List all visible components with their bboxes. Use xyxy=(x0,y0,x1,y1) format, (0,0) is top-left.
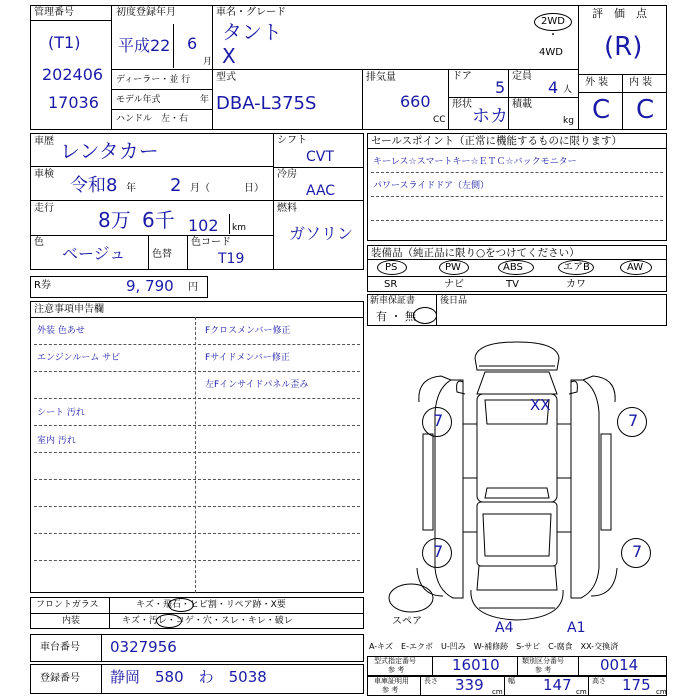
damage-a1: A1 xyxy=(567,620,586,636)
drive-dot: ・ xyxy=(548,30,558,41)
equip-aw: AW xyxy=(627,262,644,273)
cc-unit: CC xyxy=(433,115,446,125)
reg-no: 静岡 580 わ 5038 xyxy=(110,668,267,686)
damage-roof: XX xyxy=(530,396,551,414)
model-type-label: 型式 xyxy=(216,72,236,83)
note-left-1: 外装 色あせ xyxy=(37,326,85,336)
width-label: 幅 xyxy=(508,677,515,685)
note-right-3: 左Fインサイドパネル歪み xyxy=(205,380,309,390)
inspection-label: 車検 xyxy=(34,169,54,180)
warranty-value: 有 ・ 無 xyxy=(376,310,416,323)
dim-ref-label: 参 考 xyxy=(382,686,399,694)
class-ref-label: 参 考 xyxy=(535,666,552,674)
interior-grade: C xyxy=(636,95,655,125)
mileage-man: 8万 xyxy=(98,208,131,232)
inspection-month-suffix: 月（ xyxy=(190,183,210,194)
mgmt-label: 管理番号 xyxy=(34,7,74,18)
front-glass-value: キズ・飛石・ヒビ割・リペア跡・X要 xyxy=(136,600,286,610)
handle-label: ハンドル 左・右 xyxy=(116,114,189,124)
class-no: 0014 xyxy=(600,656,639,674)
exterior-label: 外 装 xyxy=(585,77,609,88)
height-value: 175 xyxy=(622,676,651,694)
history-label: 車歴 xyxy=(34,136,54,147)
note-left-4: シート 汚れ xyxy=(37,408,85,418)
recycle-section xyxy=(30,276,208,298)
drive-2wd: 2WD xyxy=(541,16,565,27)
capacity: 4 xyxy=(548,78,559,97)
inspection-day-suffix: 日） xyxy=(244,183,264,194)
equip-tv: TV xyxy=(506,279,519,290)
dealer-label: ディーラー・並 行 xyxy=(116,75,191,85)
later-label: 後日品 xyxy=(440,296,468,306)
spare-label: スペア xyxy=(392,616,422,627)
note-left-2: エンジンルーム サビ xyxy=(37,353,121,363)
equip-sr: SR xyxy=(384,279,398,290)
damage-fl: 7 xyxy=(433,411,444,430)
equipment-label: 装備品（純正品に限り○をつけてください） xyxy=(371,247,580,259)
first-reg-month-suffix: 月 xyxy=(203,57,213,67)
history-value: レンタカー xyxy=(60,139,159,163)
load-label: 積載 xyxy=(512,99,532,110)
model-year-label: モデル年式 xyxy=(116,95,161,105)
inspection-era: 令和8 xyxy=(70,175,118,196)
sales-point-line2: パワースライドドア（左側） xyxy=(373,181,490,191)
car-grade: X xyxy=(222,44,236,68)
chassis-no: 0327956 xyxy=(110,638,177,656)
mgmt-code: (T1) xyxy=(48,33,81,52)
equip-leather: カワ xyxy=(566,279,586,290)
reg-label: 登録番号 xyxy=(40,673,80,684)
note-right-2: Fサイドメンバー修正 xyxy=(205,353,290,363)
warranty-label: 新車保証書 xyxy=(370,296,416,306)
damage-a4: A4 xyxy=(495,620,514,636)
recycle-label: R券 xyxy=(34,280,51,291)
capacity-label: 定員 xyxy=(512,71,532,82)
recycle-amount: 9, 790 xyxy=(126,277,174,295)
first-reg-label: 初度登録年月 xyxy=(116,7,176,18)
height-unit: cm xyxy=(656,688,667,696)
rating-value: (R) xyxy=(604,32,643,62)
car-name: タント xyxy=(222,20,282,44)
color-code-label: 色コード xyxy=(191,237,231,248)
chassis-label: 車台番号 xyxy=(40,642,80,653)
class-label: 類別区分番号 xyxy=(522,657,564,665)
shift-label: シフト xyxy=(277,135,307,146)
equip-airbag: エアB xyxy=(563,262,590,273)
interior-stain-circle xyxy=(156,614,182,628)
drive-4wd: 4WD xyxy=(539,47,563,58)
mileage-km: km xyxy=(232,223,246,233)
mgmt-no1: 202406 xyxy=(42,65,104,84)
shape-label: 形状 xyxy=(452,99,472,110)
equip-abs: ABS xyxy=(503,262,523,273)
first-reg-year: 6 xyxy=(187,34,198,53)
capacity-unit: 人 xyxy=(563,85,573,95)
model-year-suffix: 年 xyxy=(200,95,210,105)
fuel-value: ガソリン xyxy=(289,224,354,243)
front-glass-chip-circle xyxy=(168,598,194,612)
mileage-sen: 6千 xyxy=(142,208,175,232)
width-value: 147 xyxy=(543,676,572,694)
front-glass-label: フロントガラス xyxy=(36,600,99,610)
model-type: DBA-L375S xyxy=(216,93,317,114)
interior-label: 内 装 xyxy=(629,77,653,88)
car-diagram xyxy=(367,328,667,636)
mileage-hundreds: 102 xyxy=(188,216,219,235)
color-value: ベージュ xyxy=(62,244,126,263)
displacement: 660 xyxy=(400,92,431,111)
warranty-none-circle xyxy=(413,307,437,324)
length-unit: cm xyxy=(492,688,503,696)
chassis-section xyxy=(30,634,364,662)
doors-label: ドア xyxy=(452,71,472,82)
notes-label: 注意事項申告欄 xyxy=(34,304,104,315)
doors: 5 xyxy=(495,78,506,97)
color-change-label: 色替 xyxy=(152,249,172,260)
equip-navi: ナビ xyxy=(444,279,464,290)
interior-cond-value: キズ・汚レ・コゲ・穴・スレ・キレ・破レ xyxy=(122,616,293,626)
length-label: 長さ xyxy=(424,677,438,685)
displacement-label: 排気量 xyxy=(366,72,396,83)
interior-cond-label: 内装 xyxy=(62,616,81,626)
color-label: 色 xyxy=(34,237,44,248)
shift-value: CVT xyxy=(306,149,334,165)
type-designation-label: 型式指定番号 xyxy=(374,657,416,665)
fuel-label: 燃料 xyxy=(277,203,297,214)
height-label: 高さ xyxy=(592,677,606,685)
exterior-grade: C xyxy=(592,95,611,125)
mgmt-no2: 17036 xyxy=(48,93,99,112)
damage-legend: A-キズ E-エクボ U-凹み W-補修跡 S-サビ C-腐食 XX-交換済 xyxy=(369,642,619,651)
type-designation: 16010 xyxy=(452,656,500,674)
cooler-label: 冷房 xyxy=(277,169,297,180)
length-value: 339 xyxy=(455,676,484,694)
inspection-month: 2 xyxy=(170,175,182,196)
note-left-5: 室内 汚れ xyxy=(37,436,76,446)
cooler-value: AAC xyxy=(306,183,336,199)
sales-point-line1: キーレス☆スマートキー☆ＥＴＣ☆バックモニター xyxy=(373,157,577,167)
damage-rr: 7 xyxy=(632,542,643,561)
sales-points-label: セールスポイント（正常に機能するものに限ります） xyxy=(371,135,623,147)
mileage-label: 走行 xyxy=(34,203,54,214)
vehicle-cert-label: 車庫証明用 xyxy=(374,677,409,685)
color-code: T19 xyxy=(218,251,245,267)
damage-fr: 7 xyxy=(628,411,639,430)
recycle-yen: 円 xyxy=(188,282,198,293)
inspection-year-suffix: 年 xyxy=(126,183,136,194)
damage-rl: 7 xyxy=(433,542,444,561)
note-right-1: Fクロスメンバー修正 xyxy=(205,326,291,336)
equip-pw: PW xyxy=(445,262,461,273)
width-unit: cm xyxy=(576,688,587,696)
first-reg-era: 平成22 xyxy=(118,36,171,55)
car-name-label: 車名・グレード xyxy=(216,7,286,18)
equip-ps: PS xyxy=(385,262,398,273)
rating-label: 評 価 点 xyxy=(592,7,647,20)
shape: ホカ xyxy=(472,106,508,127)
type-ref-label: 参 考 xyxy=(388,666,405,674)
load-unit: kg xyxy=(563,116,574,126)
